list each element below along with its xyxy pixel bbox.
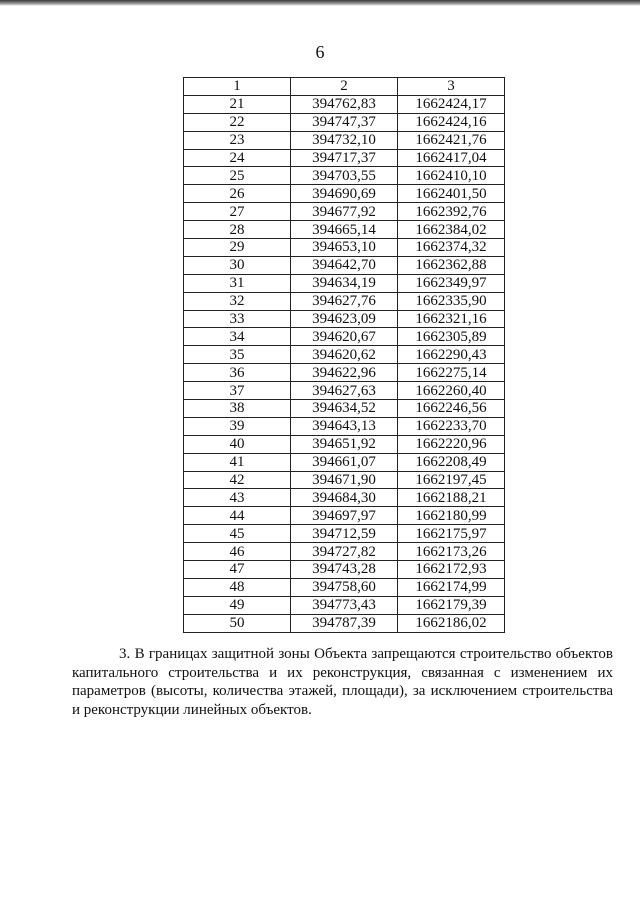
scan-edge — [0, 0, 640, 6]
cell-y-coordinate: 1662392,76 — [398, 203, 505, 221]
cell-y-coordinate: 1662172,93 — [398, 561, 505, 579]
cell-y-coordinate: 1662233,70 — [398, 417, 505, 435]
cell-x-coordinate: 394758,60 — [291, 578, 398, 596]
header-cell-number: 1 — [184, 78, 291, 96]
cell-point-number: 49 — [184, 596, 291, 614]
table-row — [184, 596, 505, 614]
header-cell-y: 3 — [398, 78, 505, 96]
cell-point-number: 48 — [184, 578, 291, 596]
coordinates-table — [183, 77, 505, 633]
cell-point-number: 46 — [184, 543, 291, 561]
table-row — [184, 149, 505, 167]
cell-y-coordinate: 1662305,89 — [398, 328, 505, 346]
table-row — [184, 113, 505, 131]
table-row — [184, 239, 505, 257]
cell-point-number: 28 — [184, 221, 291, 239]
table-row — [184, 274, 505, 292]
cell-x-coordinate: 394653,10 — [291, 239, 398, 257]
cell-point-number: 35 — [184, 346, 291, 364]
table-row — [184, 417, 505, 435]
table-row — [184, 131, 505, 149]
table-row — [184, 310, 505, 328]
cell-x-coordinate: 394762,83 — [291, 95, 398, 113]
cell-point-number: 22 — [184, 113, 291, 131]
cell-y-coordinate: 1662417,04 — [398, 149, 505, 167]
cell-y-coordinate: 1662173,26 — [398, 543, 505, 561]
cell-y-coordinate: 1662197,45 — [398, 471, 505, 489]
table-row — [184, 400, 505, 418]
cell-y-coordinate: 1662424,16 — [398, 113, 505, 131]
cell-point-number: 32 — [184, 292, 291, 310]
cell-point-number: 31 — [184, 274, 291, 292]
cell-point-number: 45 — [184, 525, 291, 543]
cell-point-number: 29 — [184, 239, 291, 257]
cell-y-coordinate: 1662290,43 — [398, 346, 505, 364]
table-row — [184, 364, 505, 382]
cell-x-coordinate: 394627,63 — [291, 382, 398, 400]
table-row — [184, 185, 505, 203]
cell-x-coordinate: 394697,97 — [291, 507, 398, 525]
table-row — [184, 543, 505, 561]
cell-point-number: 36 — [184, 364, 291, 382]
header-cell-x: 2 — [291, 78, 398, 96]
cell-x-coordinate: 394623,09 — [291, 310, 398, 328]
cell-x-coordinate: 394661,07 — [291, 453, 398, 471]
cell-x-coordinate: 394620,67 — [291, 328, 398, 346]
cell-y-coordinate: 1662188,21 — [398, 489, 505, 507]
cell-y-coordinate: 1662179,39 — [398, 596, 505, 614]
table-header-row — [184, 78, 505, 96]
cell-x-coordinate: 394634,52 — [291, 400, 398, 418]
cell-point-number: 50 — [184, 614, 291, 632]
cell-y-coordinate: 1662349,97 — [398, 274, 505, 292]
table-row — [184, 221, 505, 239]
cell-y-coordinate: 1662180,99 — [398, 507, 505, 525]
cell-point-number: 47 — [184, 561, 291, 579]
cell-y-coordinate: 1662374,32 — [398, 239, 505, 257]
cell-point-number: 34 — [184, 328, 291, 346]
table-row — [184, 489, 505, 507]
cell-x-coordinate: 394620,62 — [291, 346, 398, 364]
cell-point-number: 44 — [184, 507, 291, 525]
cell-y-coordinate: 1662275,14 — [398, 364, 505, 382]
cell-x-coordinate: 394642,70 — [291, 256, 398, 274]
table-row — [184, 525, 505, 543]
cell-x-coordinate: 394677,92 — [291, 203, 398, 221]
cell-y-coordinate: 1662175,97 — [398, 525, 505, 543]
cell-x-coordinate: 394665,14 — [291, 221, 398, 239]
table-row — [184, 507, 505, 525]
cell-x-coordinate: 394712,59 — [291, 525, 398, 543]
cell-y-coordinate: 1662401,50 — [398, 185, 505, 203]
table-row — [184, 435, 505, 453]
restriction-paragraph: 3. В границах защитной зоны Объекта запрещаются строительство объектов капитального строительства и их реконструкция, связанная с изменением их параметров (высоты, количества этажей, площади), за исключением строительства и реконструкции линейных объектов. — [72, 646, 613, 718]
table-row — [184, 203, 505, 221]
table-row — [184, 95, 505, 113]
table-row — [184, 471, 505, 489]
cell-x-coordinate: 394684,30 — [291, 489, 398, 507]
cell-point-number: 21 — [184, 95, 291, 113]
cell-y-coordinate: 1662410,10 — [398, 167, 505, 185]
cell-point-number: 27 — [184, 203, 291, 221]
table-row — [184, 292, 505, 310]
cell-point-number: 25 — [184, 167, 291, 185]
cell-point-number: 42 — [184, 471, 291, 489]
cell-y-coordinate: 1662220,96 — [398, 435, 505, 453]
cell-point-number: 43 — [184, 489, 291, 507]
table-row — [184, 346, 505, 364]
cell-y-coordinate: 1662384,02 — [398, 221, 505, 239]
cell-point-number: 38 — [184, 400, 291, 418]
cell-point-number: 39 — [184, 417, 291, 435]
cell-x-coordinate: 394690,69 — [291, 185, 398, 203]
cell-point-number: 23 — [184, 131, 291, 149]
table-row — [184, 561, 505, 579]
cell-y-coordinate: 1662362,88 — [398, 256, 505, 274]
cell-x-coordinate: 394773,43 — [291, 596, 398, 614]
cell-x-coordinate: 394671,90 — [291, 471, 398, 489]
cell-y-coordinate: 1662321,16 — [398, 310, 505, 328]
cell-x-coordinate: 394743,28 — [291, 561, 398, 579]
cell-point-number: 33 — [184, 310, 291, 328]
table-row — [184, 453, 505, 471]
table-row — [184, 614, 505, 632]
cell-y-coordinate: 1662424,17 — [398, 95, 505, 113]
cell-point-number: 40 — [184, 435, 291, 453]
cell-y-coordinate: 1662260,40 — [398, 382, 505, 400]
table-row — [184, 382, 505, 400]
cell-x-coordinate: 394634,19 — [291, 274, 398, 292]
cell-point-number: 41 — [184, 453, 291, 471]
cell-x-coordinate: 394717,37 — [291, 149, 398, 167]
cell-x-coordinate: 394787,39 — [291, 614, 398, 632]
cell-point-number: 37 — [184, 382, 291, 400]
cell-x-coordinate: 394651,92 — [291, 435, 398, 453]
cell-y-coordinate: 1662335,90 — [398, 292, 505, 310]
table-row — [184, 578, 505, 596]
table-row — [184, 328, 505, 346]
cell-x-coordinate: 394732,10 — [291, 131, 398, 149]
cell-x-coordinate: 394727,82 — [291, 543, 398, 561]
cell-y-coordinate: 1662186,02 — [398, 614, 505, 632]
cell-y-coordinate: 1662421,76 — [398, 131, 505, 149]
cell-y-coordinate: 1662174,99 — [398, 578, 505, 596]
cell-y-coordinate: 1662246,56 — [398, 400, 505, 418]
cell-point-number: 26 — [184, 185, 291, 203]
cell-x-coordinate: 394643,13 — [291, 417, 398, 435]
cell-x-coordinate: 394627,76 — [291, 292, 398, 310]
cell-x-coordinate: 394703,55 — [291, 167, 398, 185]
table-row — [184, 167, 505, 185]
cell-x-coordinate: 394747,37 — [291, 113, 398, 131]
cell-point-number: 24 — [184, 149, 291, 167]
table-row — [184, 256, 505, 274]
table-body — [184, 78, 505, 633]
page-number: 6 — [315, 42, 325, 62]
cell-x-coordinate: 394622,96 — [291, 364, 398, 382]
cell-y-coordinate: 1662208,49 — [398, 453, 505, 471]
cell-point-number: 30 — [184, 256, 291, 274]
